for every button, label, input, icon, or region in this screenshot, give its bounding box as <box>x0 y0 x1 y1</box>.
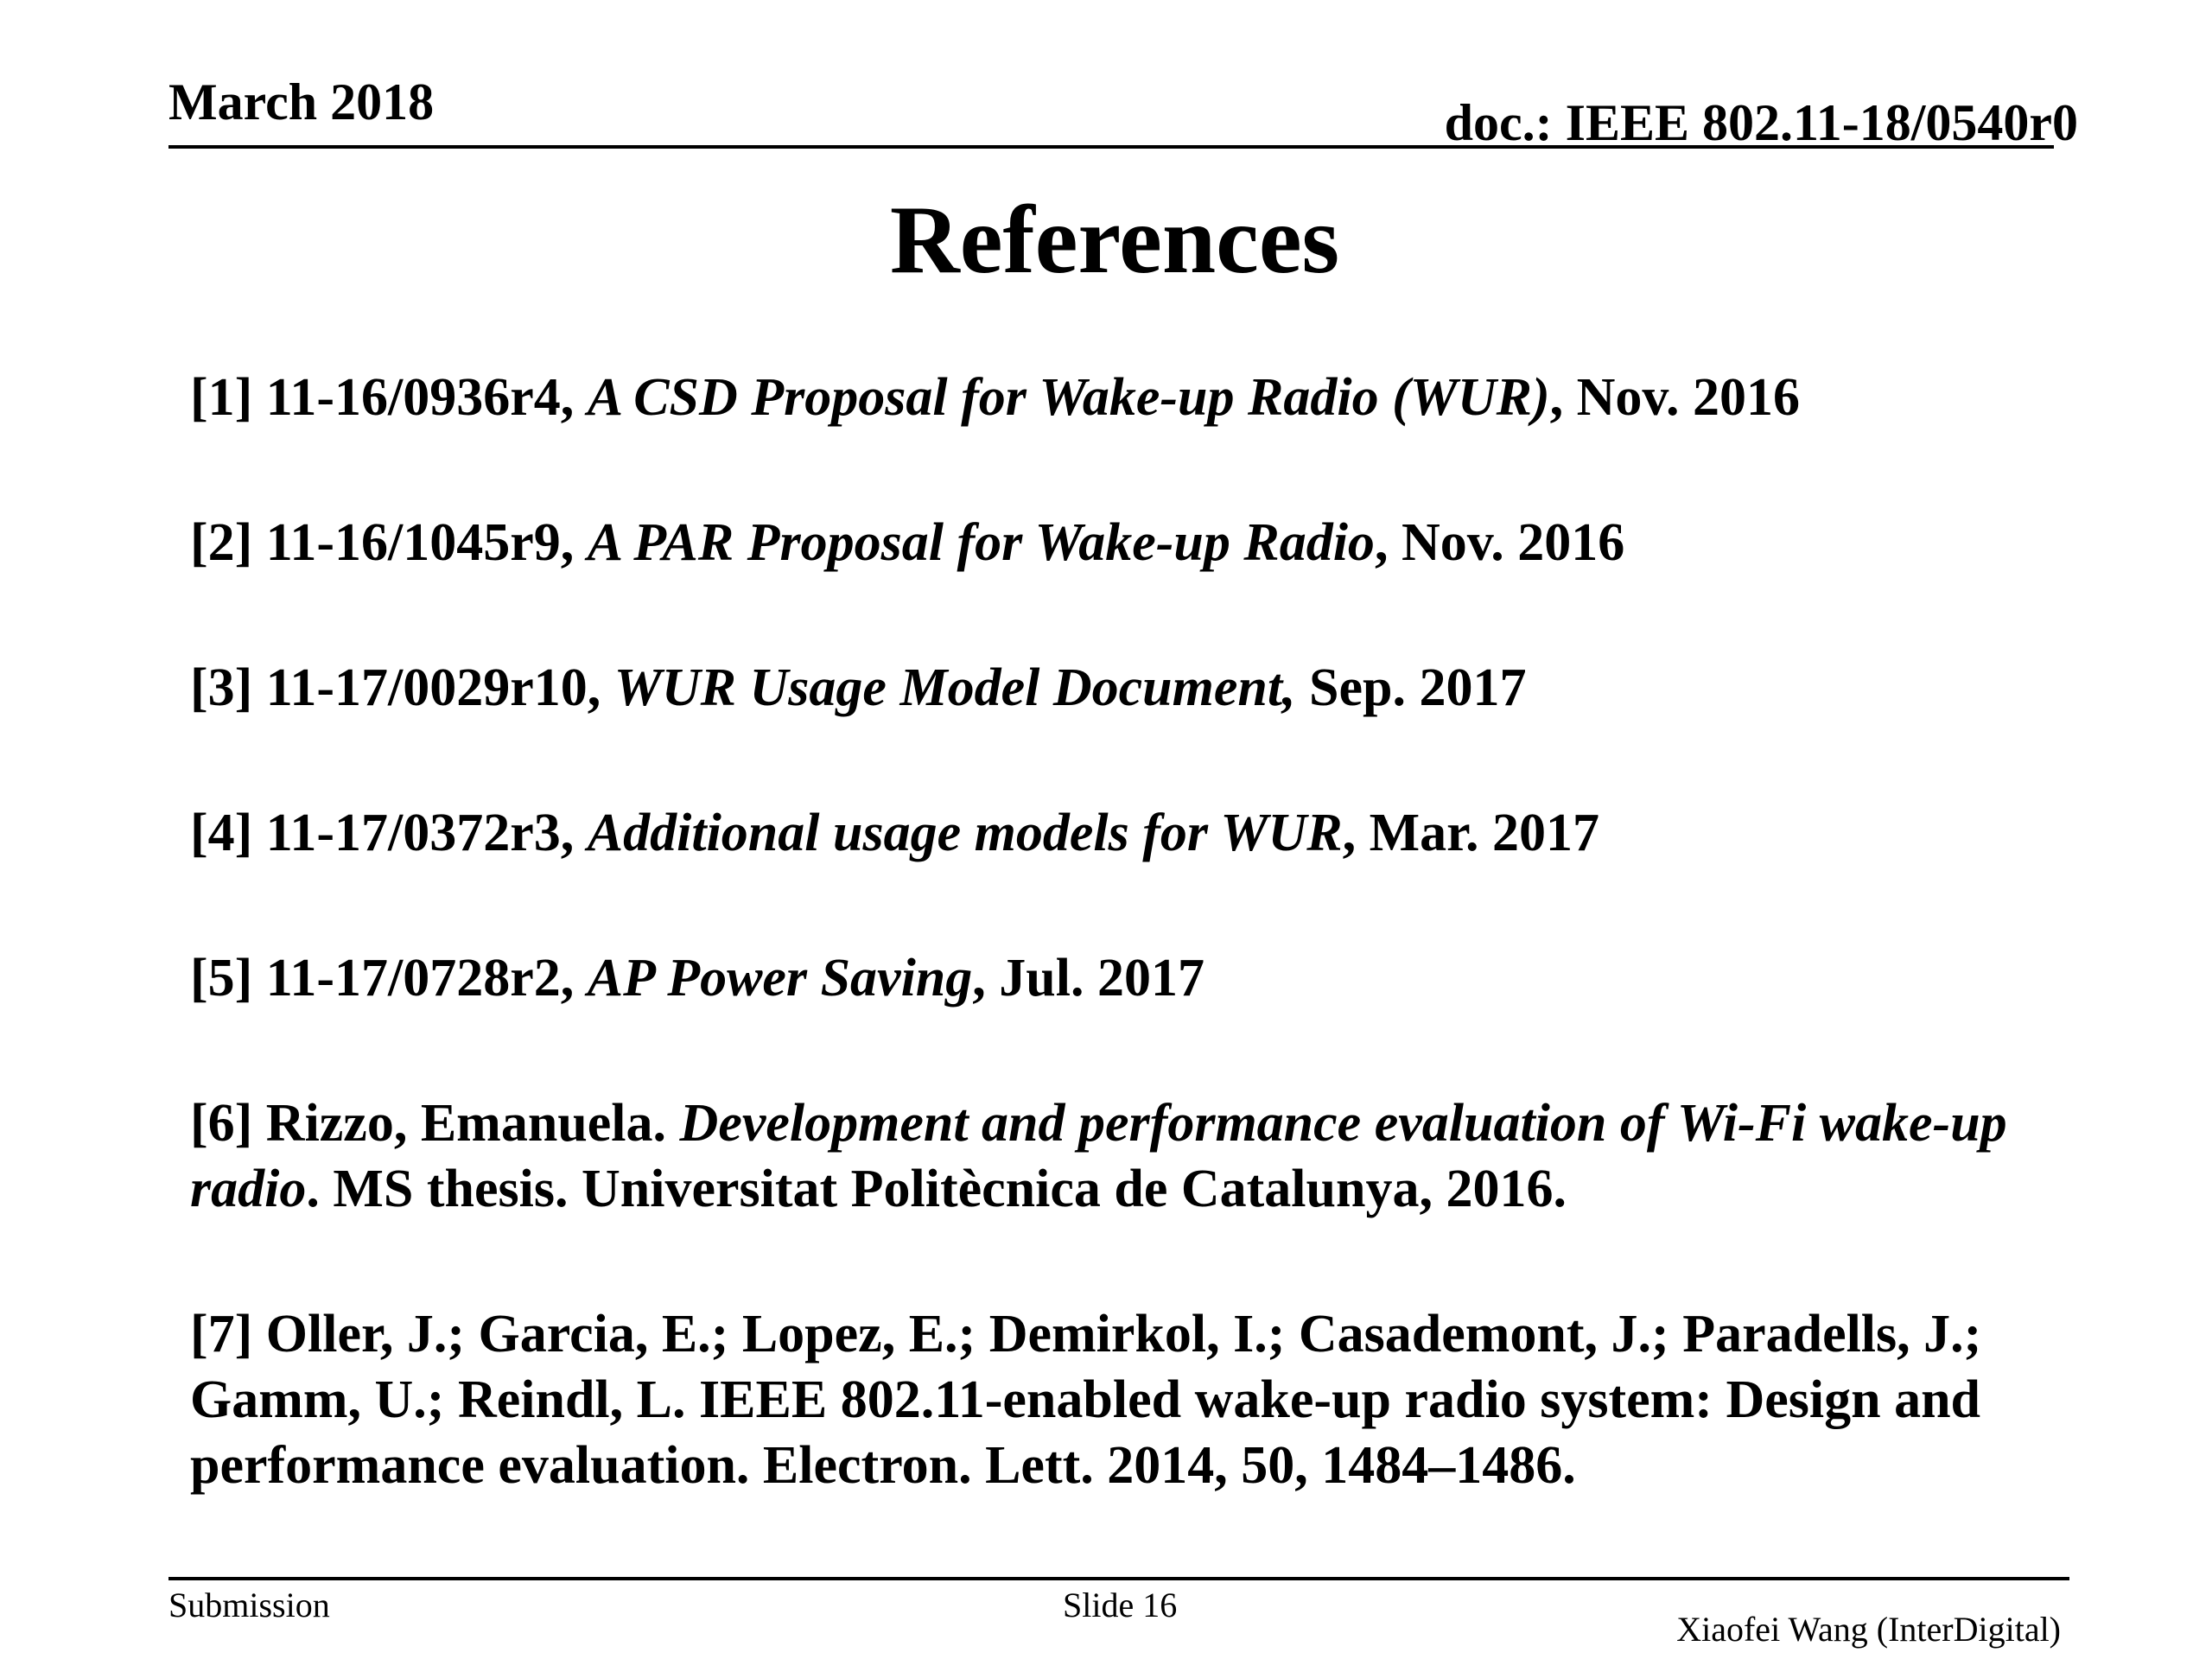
reference-item <box>190 1301 2048 1498</box>
reference-title: A PAR Proposal for Wake-up Radio <box>587 513 1375 572</box>
reference-suffix: , Nov. 2016 <box>1549 368 1800 427</box>
footer-slide-number: Slide 16 <box>1063 1586 1178 1624</box>
header-divider <box>168 145 2054 149</box>
header-doc-id: doc.: IEEE 802.11-18/0540r0 <box>1444 94 2078 151</box>
reference-title: WUR Usage Model Document, <box>613 658 1296 717</box>
reference-title: AP Power Saving <box>587 949 973 1007</box>
reference-prefix: [1] 11-16/0936r4, <box>190 368 588 427</box>
reference-prefix: [3] 11-17/0029r10, <box>190 658 614 717</box>
reference-prefix: [2] 11-16/1045r9, <box>190 513 588 572</box>
header-date: March 2018 <box>168 73 435 130</box>
reference-prefix: [7] Oller, J.; Garcia, E.; Lopez, E.; Demirkol, I.; Casademont, J.; Paradells, J.; Gamm, U.; Reindl, L. IEEE 802.11-enabled wake-up radio system: Design and performance evaluation. Electron. Lett. 2014, 50, 1484–1486. <box>190 1305 1982 1495</box>
reference-suffix: , Mar. 2017 <box>1342 804 1599 862</box>
reference-suffix: , Nov. 2016 <box>1374 513 1625 572</box>
reference-item <box>190 510 2048 575</box>
reference-item <box>190 655 2048 721</box>
reference-prefix: [6] Rizzo, Emanuela. <box>190 1094 680 1153</box>
reference-prefix: [5] 11-17/0728r2, <box>190 949 588 1007</box>
reference-suffix: . MS thesis. Universitat Politècnica de Catalunya, 2016. <box>306 1160 1567 1218</box>
slide-title: References <box>889 187 1340 294</box>
footer-divider <box>168 1577 2069 1580</box>
reference-suffix: , Jul. 2017 <box>972 949 1205 1007</box>
reference-item <box>190 800 2048 866</box>
reference-prefix: [4] 11-17/0372r3, <box>190 804 588 862</box>
reference-title: Additional usage models for WUR <box>587 804 1343 862</box>
references-list <box>190 365 2048 1578</box>
reference-item <box>190 365 2048 430</box>
reference-title: Development and performance evaluation of Wi-Fi wake-up radio <box>190 1094 2007 1218</box>
reference-item <box>190 945 2048 1011</box>
footer-author: Xiaofei Wang (InterDigital) <box>1676 1610 2061 1649</box>
reference-item <box>190 1090 2048 1222</box>
footer-submission: Submission <box>168 1586 330 1624</box>
reference-suffix: Sep. 2017 <box>1295 658 1527 717</box>
reference-title: A CSD Proposal for Wake-up Radio (WUR) <box>587 368 1550 427</box>
